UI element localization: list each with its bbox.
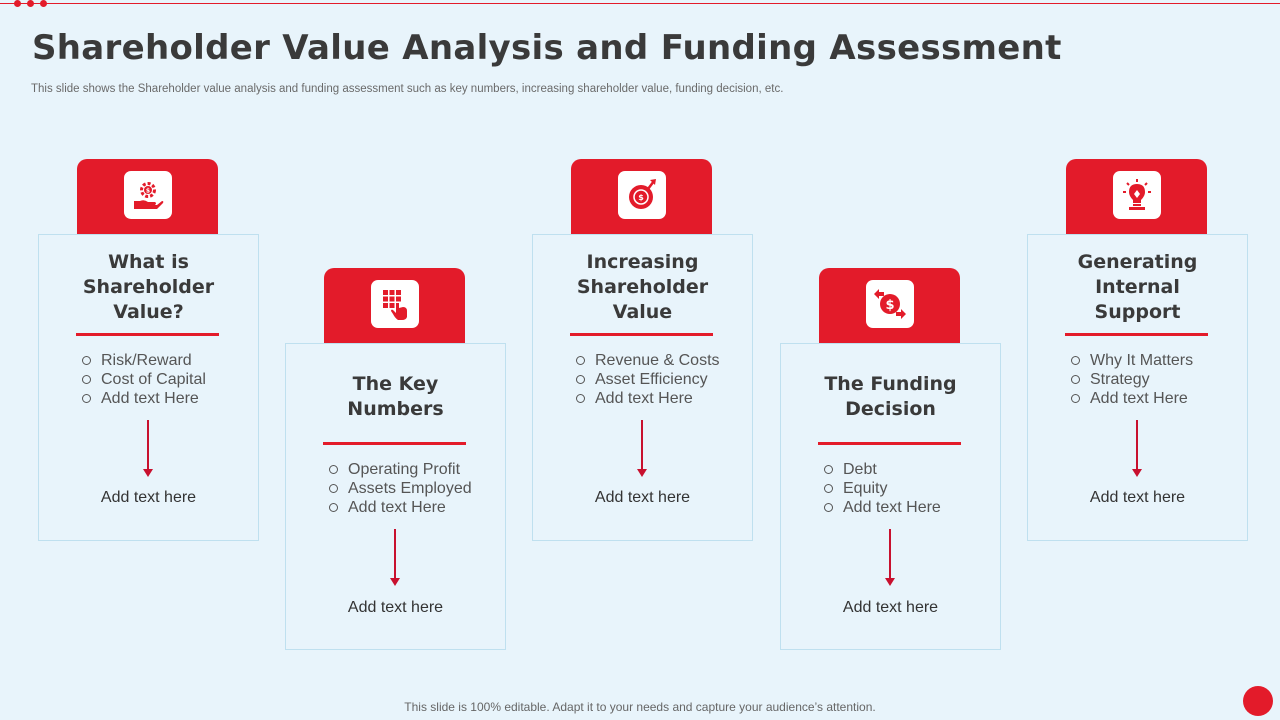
list-item: Add text Here [82,389,206,408]
list-item: Debt [824,460,941,479]
lightbulb-icon [1113,171,1161,219]
icon-tab [324,268,465,344]
down-arrow-icon [889,529,891,579]
column-footer-text: Add text here [1089,489,1186,506]
icon-tab [77,159,218,235]
list-item: Add text Here [329,498,472,517]
svg-text:$: $ [145,187,151,195]
column-heading: The Funding Decision [824,373,957,420]
list-item: Risk/Reward [82,351,206,370]
keypad-hand-icon [371,280,419,328]
list-item: Cost of Capital [82,370,206,389]
icon-tab [819,268,960,344]
hand-gear-dollar-icon [124,171,172,219]
list-item: Strategy [1071,370,1193,389]
dollar-exchange-icon [866,280,914,328]
bullet-list [824,460,941,517]
heading-divider [818,442,961,445]
list-item: Add text Here [1071,389,1193,408]
bullet-list [576,351,720,408]
list-item: Add text Here [824,498,941,517]
down-arrow-icon [394,529,396,579]
heading-divider [1065,333,1208,336]
dollar-growth-icon [618,171,666,219]
down-arrow-icon [641,420,643,470]
list-item: Asset Efficiency [576,370,720,389]
top-rule [0,3,1280,4]
column-heading: What is Shareholder Value? [82,251,215,323]
list-item: Why It Matters [1071,351,1193,370]
svg-text:$: $ [638,193,644,202]
column-heading: Increasing Shareholder Value [576,251,709,323]
column-footer-text: Add text here [842,599,939,616]
down-arrow-icon [147,420,149,470]
column-footer-text: Add text here [347,599,444,616]
list-item: Operating Profit [329,460,472,479]
column-heading: Generating Internal Support [1077,251,1198,323]
slide-subtitle: This slide shows the Shareholder value analysis and funding assessment such as key numbers, increasing shareholder value, funding decision, etc. [31,83,784,95]
slide-title: Shareholder Value Analysis and Funding Assessment [32,28,1062,68]
bullet-list [1071,351,1193,408]
list-item: Equity [824,479,941,498]
icon-tab [1066,159,1207,235]
decorative-dots [14,0,47,8]
heading-divider [570,333,713,336]
bullet-list [329,460,472,517]
column-heading: The Key Numbers [347,373,444,420]
bullet-list [82,351,206,408]
column-footer-text: Add text here [594,489,691,506]
icon-tab [571,159,712,235]
list-item: Add text Here [576,389,720,408]
svg-text:$: $ [885,298,895,313]
slide-footer: This slide is 100% editable. Adapt it to your needs and capture your audience’s attention. [404,700,876,714]
heading-divider [323,442,466,445]
down-arrow-icon [1136,420,1138,470]
list-item: Revenue & Costs [576,351,720,370]
column-footer-text: Add text here [100,489,197,506]
heading-divider [76,333,219,336]
list-item: Assets Employed [329,479,472,498]
corner-dot [1243,686,1273,716]
